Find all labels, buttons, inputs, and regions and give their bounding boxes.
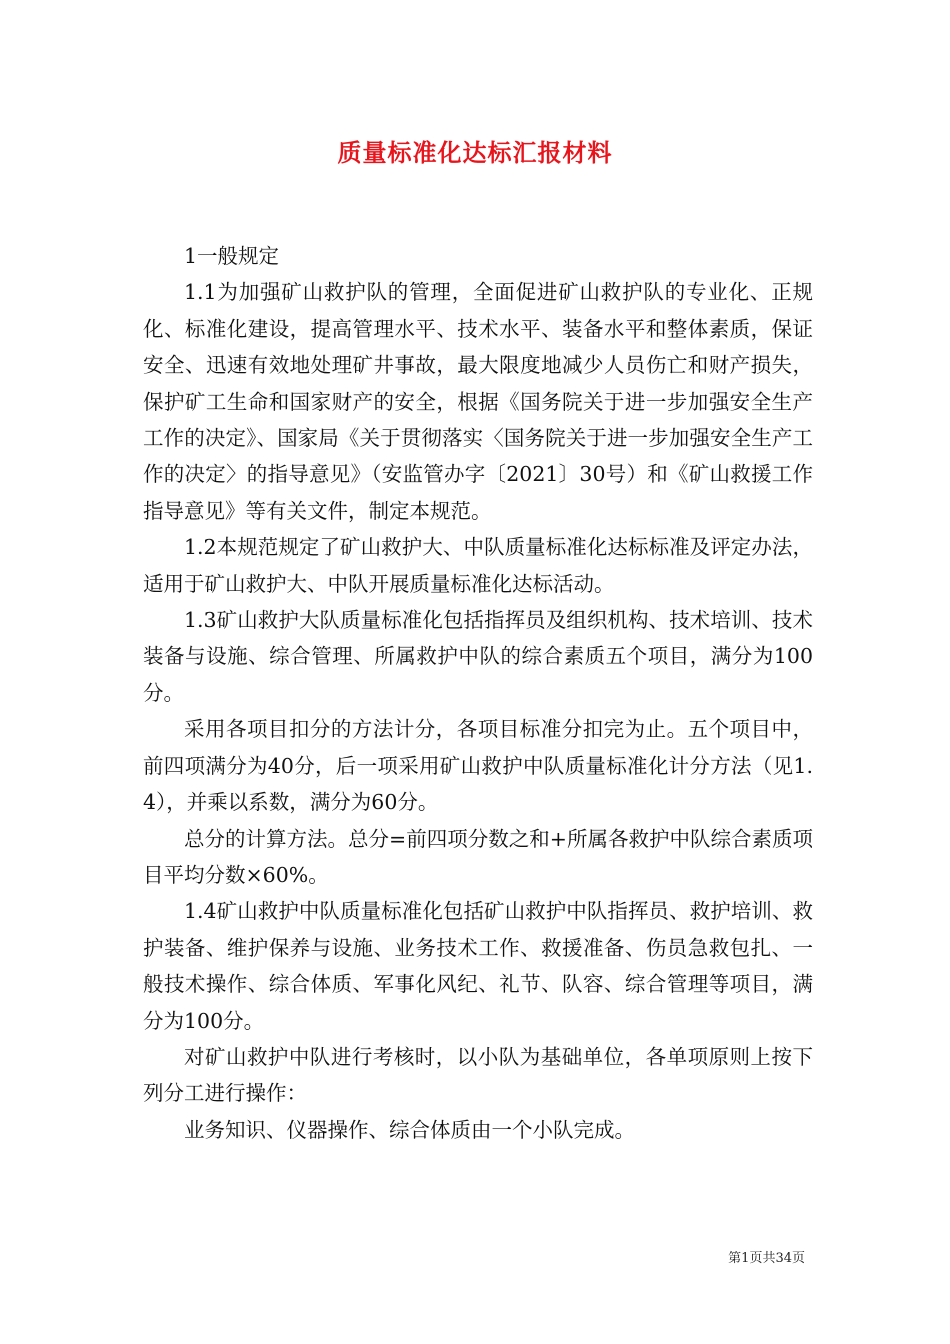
document-body	[143, 238, 813, 1148]
paragraph: 对矿山救护中队进行考核时，以小队为基础单位，各单项原则上按下列分工进行操作：	[143, 1044, 813, 1106]
paragraph: 1.1为加强矿山救护队的管理，全面促进矿山救护队的专业化、正规化、标准化建设，提高管理水平、技术水平、装备水平和整体素质，保证安全、迅速有效地处理矿井事故，最大限度地减少人员伤亡和财产损失，保护矿工生命和国家财产的安全，根据《国务院关于进一步加强安全生产工作的决定》、国家局《关于贯彻落实〈国务院关于进一步加强安全生产工作的决定〉的指导意见》（安监管办字〔2021〕30号）和《矿山救援工作指导意见》等有关文件，制定本规范。	[143, 280, 813, 523]
document-title: 质量标准化达标汇报材料	[337, 138, 613, 167]
paragraph: 业务知识、仪器操作、综合体质由一个小队完成。	[184, 1117, 635, 1142]
section-heading: 1一般规定	[184, 244, 280, 268]
paragraph: 总分的计算方法。总分=前四项分数之和+所属各救护中队综合素质项目平均分数×60%。	[143, 826, 813, 887]
paragraph: 采用各项目扣分的方法计分，各项目标准分扣完为止。五个项目中，前四项满分为40分，后一项采用矿山救护中队质量标准化计分方法（见1.4），并乘以系数，满分为60分。	[143, 717, 813, 815]
paragraph: 1.4矿山救护中队质量标准化包括矿山救护中队指挥员、救护培训、救护装备、维护保养与设施、业务技术工作、救援准备、伤员急救包扎、一般技术操作、综合体质、军事化风纪、礼节、队容、综合管理等项目，满分为100分。	[143, 899, 813, 1033]
paragraph: 1.3矿山救护大队质量标准化包括指挥员及组织机构、技术培训、技术装备与设施、综合管理、所属救护中队的综合素质五个项目，满分为100分。	[143, 608, 813, 705]
page-number-footer: 第1页共34页	[728, 1251, 805, 1266]
paragraph: 1.2本规范规定了矿山救护大、中队质量标准化达标标准及评定办法，适用于矿山救护大、中队开展质量标准化达标活动。	[143, 535, 813, 596]
